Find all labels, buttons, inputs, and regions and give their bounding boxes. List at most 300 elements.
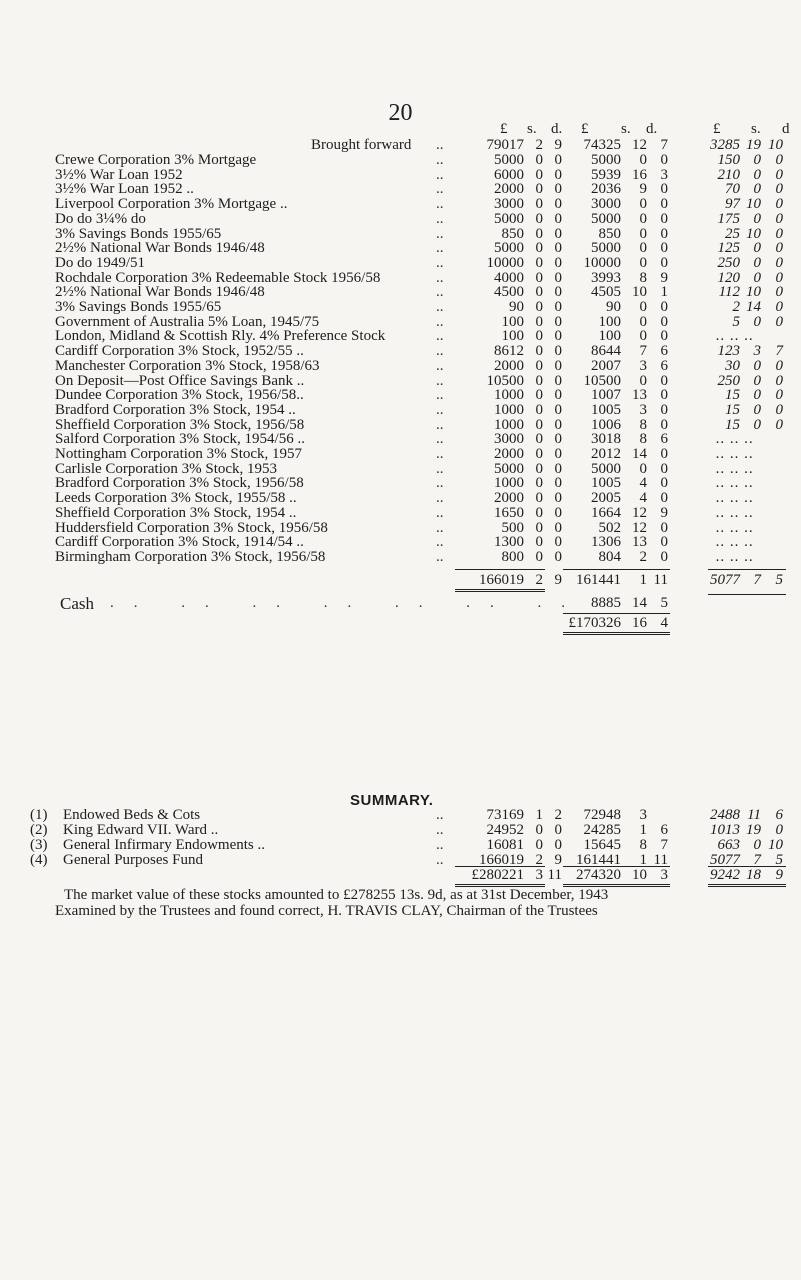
- value-pence: 0: [660, 519, 668, 536]
- cost-pence: 0: [554, 225, 562, 242]
- summary-row: (4) General Purposes Fund .. 166019 2 9 161441 1 11 5077 7 5: [30, 852, 783, 868]
- value-shillings: 10: [632, 284, 647, 301]
- value-pounds: 74325: [583, 137, 621, 153]
- security-name: On Deposit—Post Office Savings Bank ..: [55, 372, 305, 389]
- cash-shillings: 14: [632, 595, 647, 611]
- value-pounds: 5000: [591, 152, 621, 168]
- security-name: Bradford Corporation 3% Stock, 1954 ..: [55, 401, 296, 418]
- grand-total-pounds: £170326: [568, 615, 621, 631]
- cost-pence: 0: [554, 152, 562, 168]
- pence-header-1: d.: [551, 121, 563, 137]
- cost-pence: 0: [554, 328, 562, 345]
- total-value-shillings: 1: [639, 572, 647, 588]
- summary-total-income-pence: 9: [775, 867, 783, 883]
- income-pence: 0: [775, 225, 783, 242]
- value-shillings: 8: [639, 269, 647, 286]
- cost-pounds: 1000: [494, 401, 524, 418]
- pounds-header-2: £: [581, 121, 589, 137]
- cost-pence: 0: [554, 196, 562, 213]
- income-pence: 0: [775, 401, 783, 418]
- security-name: Bradford Corporation 3% Stock, 1956/58: [55, 475, 304, 492]
- income-shillings: 10: [746, 225, 761, 242]
- value-shillings: 0: [639, 328, 647, 345]
- value-pence: 0: [660, 254, 668, 271]
- cost-shillings: 0: [535, 152, 543, 168]
- pence-header-3: d: [782, 121, 790, 137]
- examined-note: Examined by the Trustees and found correct, H. TRAVIS CLAY, Chairman of the Trustees: [55, 903, 598, 919]
- no-income-dots: .. .. ..: [716, 504, 754, 521]
- income-pounds: 250: [717, 254, 740, 271]
- value-pounds: 90: [606, 299, 621, 315]
- income-shillings: 11: [747, 807, 761, 823]
- income-shillings: 0: [753, 240, 761, 257]
- income-shillings: 0: [753, 313, 761, 330]
- income-shillings: 14: [746, 299, 761, 315]
- income-pence: 0: [775, 416, 783, 433]
- income-pounds: 175: [717, 210, 740, 227]
- value-pounds: 1006: [591, 416, 621, 433]
- summary-title: SUMMARY.: [350, 792, 434, 809]
- income-pounds: 70: [725, 181, 740, 198]
- table-row: Do do 1949/51 .. 10000 0 0 10000 0 0 250 0 0: [55, 254, 783, 271]
- income-pounds: 150: [717, 152, 740, 168]
- no-income-dots: .. .. ..: [716, 431, 754, 448]
- value-shillings: 1: [639, 822, 647, 838]
- income-pounds: 120: [717, 269, 740, 286]
- value-shillings: 16: [632, 166, 647, 183]
- security-name: 3½% War Loan 1952 ..: [55, 181, 194, 198]
- security-name: Sheffield Corporation 3% Stock, 1956/58: [55, 416, 305, 433]
- cost-shillings: 0: [535, 431, 543, 448]
- security-name: Cardiff Corporation 3% Stock, 1914/54 ..: [55, 534, 304, 551]
- summary-fund-name: Endowed Beds & Cots: [63, 807, 201, 823]
- security-name: Birmingham Corporation 3% Stock, 1956/58: [55, 548, 326, 565]
- cost-shillings: 0: [535, 446, 543, 462]
- brought-forward-label: Brought forward: [311, 137, 412, 153]
- value-shillings: 0: [639, 196, 647, 213]
- cost-shillings: 0: [535, 416, 543, 433]
- value-pounds: 72948: [583, 807, 621, 823]
- security-name: Dundee Corporation 3% Stock, 1956/58..: [55, 387, 304, 404]
- value-pounds: 1664: [591, 504, 621, 521]
- cost-pence: 0: [554, 166, 562, 183]
- income-pounds: 210: [717, 166, 740, 183]
- value-shillings: 4: [639, 490, 647, 507]
- value-shillings: 0: [639, 240, 647, 257]
- summary-total-cost-pounds: £280221: [471, 867, 524, 883]
- security-name: 3% Savings Bonds 1955/65: [55, 299, 222, 315]
- income-pence: 5: [775, 852, 783, 868]
- total-income-pence: 5: [775, 572, 783, 588]
- cost-pounds: 100: [501, 328, 524, 345]
- cost-pounds: 8612: [494, 343, 524, 360]
- value-pounds: 1306: [591, 534, 621, 551]
- cost-shillings: 0: [535, 822, 543, 838]
- cost-pence: 9: [554, 137, 562, 153]
- value-shillings: 8: [639, 837, 647, 853]
- income-pence: 10: [768, 137, 783, 153]
- cost-pounds: 2000: [494, 357, 524, 374]
- value-pounds: 2036: [591, 181, 621, 198]
- no-income-dots: .. .. ..: [716, 490, 754, 507]
- cost-pounds: 73169: [486, 807, 524, 823]
- security-name: 2½% National War Bonds 1946/48: [55, 240, 265, 257]
- table-row: Leeds Corporation 3% Stock, 1955/58 .. .. 2000 0 0 2005 4 0 .. .. ..: [55, 490, 754, 507]
- page-number: 20: [388, 100, 413, 126]
- cost-pence: 0: [554, 401, 562, 418]
- security-name: Do do 1949/51: [55, 254, 145, 271]
- income-shillings: 0: [753, 166, 761, 183]
- value-pounds: 3018: [591, 431, 621, 448]
- value-shillings: 8: [639, 416, 647, 433]
- cost-pence: 0: [554, 460, 562, 477]
- income-shillings: 0: [753, 401, 761, 418]
- value-pounds: 5000: [591, 210, 621, 227]
- value-pounds: 8644: [591, 343, 621, 360]
- cost-pounds: 1000: [494, 475, 524, 492]
- value-shillings: 0: [639, 152, 647, 168]
- brought-forward-row: Brought forward .. 79017 2 9 74325 12 7 3285 19 10: [311, 137, 783, 153]
- total-cost-pence: 9: [554, 572, 562, 588]
- value-shillings: 0: [639, 225, 647, 242]
- value-pounds: 100: [598, 313, 621, 330]
- cost-pounds: 1000: [494, 387, 524, 404]
- security-name: Government of Australia 5% Loan, 1945/75: [55, 313, 320, 330]
- cost-shillings: 2: [535, 852, 543, 868]
- value-pence: 9: [660, 504, 668, 521]
- income-pounds: 3285: [710, 137, 740, 153]
- cost-pence: 0: [554, 269, 562, 286]
- value-pence: 0: [660, 299, 668, 315]
- no-income-dots: .. .. ..: [716, 446, 754, 462]
- table-row: 2½% National War Bonds 1946/48 .. 5000 0 0 5000 0 0 125 0 0: [55, 240, 783, 257]
- cost-shillings: 1: [535, 807, 543, 823]
- value-shillings: 0: [639, 313, 647, 330]
- summary-total-value-pence: 3: [660, 867, 668, 883]
- cost-shillings: 0: [535, 401, 543, 418]
- income-pence: 10: [768, 837, 783, 853]
- income-shillings: 10: [746, 284, 761, 301]
- summary-total-row: [0, 868, 801, 883]
- cash-label: Cash: [60, 594, 94, 613]
- cost-pence: 0: [554, 299, 562, 315]
- table-row: Salford Corporation 3% Stock, 1954/56 .. .. 3000 0 0 3018 8 6 .. .. ..: [55, 431, 754, 448]
- value-pounds: 1007: [591, 387, 621, 404]
- income-pence: 0: [775, 269, 783, 286]
- summary-fund-name: General Infirmary Endowments ..: [63, 837, 266, 853]
- cost-pounds: 2000: [494, 446, 524, 462]
- income-pounds: 15: [725, 416, 740, 433]
- security-name: 2½% National War Bonds 1946/48: [55, 284, 265, 301]
- summary-number: (1): [30, 807, 48, 823]
- value-pence: 9: [660, 269, 668, 286]
- value-pence: 7: [660, 837, 668, 853]
- income-pounds: 125: [717, 240, 740, 257]
- value-pence: 0: [660, 534, 668, 551]
- cost-pounds: 166019: [479, 852, 524, 868]
- value-pounds: 804: [598, 548, 621, 565]
- table-row: Sheffield Corporation 3% Stock, 1954 .. .. 1650 0 0 1664 12 9 .. .. ..: [55, 504, 754, 521]
- value-pence: 0: [660, 475, 668, 492]
- summary-total-income-pounds: 9242: [710, 867, 740, 883]
- cost-shillings: 0: [535, 548, 543, 565]
- value-pounds: 2005: [591, 490, 621, 507]
- value-pounds: 4505: [591, 284, 621, 301]
- value-pounds: 1005: [591, 475, 621, 492]
- value-shillings: 0: [639, 299, 647, 315]
- value-pence: 6: [660, 343, 668, 360]
- value-shillings: 0: [639, 372, 647, 389]
- summary-fund-name: General Purposes Fund: [63, 852, 203, 868]
- income-pence: 0: [775, 357, 783, 374]
- no-income-dots: .. .. ..: [716, 328, 754, 345]
- value-pence: 3: [660, 166, 668, 183]
- summary-total-cost-shillings: 3: [535, 867, 543, 883]
- income-shillings: 3: [753, 343, 761, 360]
- value-shillings: 7: [639, 343, 647, 360]
- value-shillings: 3: [639, 357, 647, 374]
- table-row: On Deposit—Post Office Savings Bank .. .. 10500 0 0 10500 0 0 250 0 0: [55, 372, 783, 389]
- cost-pounds: 800: [501, 548, 524, 565]
- income-pence: 0: [775, 210, 783, 227]
- cost-pounds: 500: [501, 519, 524, 536]
- value-pounds: 3993: [591, 269, 621, 286]
- no-income-dots: .. .. ..: [716, 519, 754, 536]
- income-pence: 0: [775, 181, 783, 198]
- income-pence: 0: [775, 313, 783, 330]
- value-shillings: 12: [632, 137, 647, 153]
- value-pence: 0: [660, 416, 668, 433]
- value-pence: 6: [660, 822, 668, 838]
- cost-pounds: 16081: [486, 837, 524, 853]
- value-shillings: 14: [632, 446, 647, 462]
- value-shillings: 2: [639, 548, 647, 565]
- security-name: Manchester Corporation 3% Stock, 1958/63: [55, 357, 320, 374]
- value-shillings: 4: [639, 475, 647, 492]
- security-name: Carlisle Corporation 3% Stock, 1953: [55, 460, 278, 477]
- income-shillings: 10: [746, 196, 761, 213]
- cost-pence: 0: [554, 313, 562, 330]
- security-name: Crewe Corporation 3% Mortgage: [55, 152, 257, 168]
- income-pence: 0: [775, 822, 783, 838]
- cost-shillings: 0: [535, 519, 543, 536]
- value-pounds: 2007: [591, 357, 621, 374]
- income-shillings: 0: [753, 357, 761, 374]
- income-pence: 0: [775, 240, 783, 257]
- cost-pounds: 4500: [494, 284, 524, 301]
- summary-total-value-shillings: 10: [632, 867, 647, 883]
- table-row: Government of Australia 5% Loan, 1945/75 .. 100 0 0 100 0 0 5 0 0: [55, 313, 783, 330]
- value-shillings: 12: [632, 519, 647, 536]
- cost-shillings: 0: [535, 196, 543, 213]
- table-row: Do do 3¼% do .. 5000 0 0 5000 0 0 175 0 0: [55, 210, 783, 227]
- table-row: Bradford Corporation 3% Stock, 1956/58 .. 1000 0 0 1005 4 0 .. .. ..: [55, 475, 754, 492]
- value-pence: 0: [660, 152, 668, 168]
- value-pounds: 10000: [583, 254, 621, 271]
- value-pence: 0: [660, 460, 668, 477]
- cost-pence: 0: [554, 240, 562, 257]
- cost-pence: 9: [554, 852, 562, 868]
- value-pounds: 2012: [591, 446, 621, 462]
- security-name: 3½% War Loan 1952: [55, 166, 183, 183]
- security-name: Rochdale Corporation 3% Redeemable Stock 1956/58: [55, 269, 381, 286]
- cost-shillings: 0: [535, 343, 543, 360]
- cost-shillings: 0: [535, 240, 543, 257]
- cost-pence: 0: [554, 431, 562, 448]
- cost-pence: 0: [554, 475, 562, 492]
- security-name: Nottingham Corporation 3% Stock, 1957: [55, 446, 303, 462]
- value-pence: 1: [660, 284, 668, 301]
- value-shillings: 0: [639, 254, 647, 271]
- income-pence: 0: [775, 254, 783, 271]
- cost-shillings: 0: [535, 284, 543, 301]
- value-shillings: 13: [632, 534, 647, 551]
- table-row: Manchester Corporation 3% Stock, 1958/63 .. 2000 0 0 2007 3 6 30 0 0: [55, 357, 783, 374]
- grand-total-row: [0, 616, 801, 631]
- value-pence: 0: [660, 225, 668, 242]
- income-pence: 0: [775, 387, 783, 404]
- income-pounds: 250: [717, 372, 740, 389]
- table-row: 2½% National War Bonds 1946/48 .. 4500 0 0 4505 10 1 112 10 0: [55, 284, 783, 301]
- income-shillings: 0: [753, 181, 761, 198]
- cost-pounds: 3000: [494, 431, 524, 448]
- income-shillings: 19: [746, 137, 761, 153]
- table-row: 3% Savings Bonds 1955/65 .. 90 0 0 90 0 0 2 14 0: [55, 299, 783, 315]
- income-pounds: 15: [725, 401, 740, 418]
- cost-shillings: 0: [535, 210, 543, 227]
- income-shillings: 0: [753, 387, 761, 404]
- summary-row: (3) General Infirmary Endowments .. .. 16081 0 0 15645 8 7 663 0 10: [30, 837, 783, 853]
- income-pounds: 123: [717, 343, 740, 360]
- table-row: Huddersfield Corporation 3% Stock, 1956/58 .. 500 0 0 502 12 0 .. .. ..: [55, 519, 754, 536]
- cost-shillings: 0: [535, 357, 543, 374]
- cost-pence: 0: [554, 822, 562, 838]
- value-pounds: 15645: [583, 837, 621, 853]
- cost-pounds: 4000: [494, 269, 524, 286]
- value-pence: 0: [660, 328, 668, 345]
- cost-shillings: 0: [535, 254, 543, 271]
- value-pounds: 24285: [583, 822, 621, 838]
- income-pence: 0: [775, 166, 783, 183]
- cost-pounds: 1650: [494, 504, 524, 521]
- value-pounds: 10500: [583, 372, 621, 389]
- value-pence: 11: [653, 852, 668, 868]
- cost-shillings: 0: [535, 372, 543, 389]
- summary-number: (4): [30, 852, 48, 868]
- total-value-pounds: 161441: [576, 572, 621, 588]
- cost-shillings: 0: [535, 299, 543, 315]
- value-shillings: 0: [639, 460, 647, 477]
- cost-pounds: 10500: [486, 372, 524, 389]
- cost-pence: 0: [554, 284, 562, 301]
- value-pence: 6: [660, 431, 668, 448]
- cost-pounds: 10000: [486, 254, 524, 271]
- grand-total-pence: 4: [660, 615, 668, 631]
- income-pence: 0: [775, 299, 783, 315]
- table-row: Crewe Corporation 3% Mortgage .. 5000 0 0 5000 0 0 150 0 0: [55, 152, 783, 168]
- cost-shillings: 0: [535, 837, 543, 853]
- cost-shillings: 0: [535, 181, 543, 198]
- no-income-dots: .. .. ..: [716, 460, 754, 477]
- table-row: Rochdale Corporation 3% Redeemable Stock 1956/58 .. 4000 0 0 3993 8 9 120 0 0: [55, 269, 783, 286]
- cost-pence: 0: [554, 416, 562, 433]
- income-pounds: 1013: [710, 822, 740, 838]
- value-pence: 7: [660, 137, 668, 153]
- summary-total-cost-pence: 11: [547, 867, 562, 883]
- cost-pence: 0: [554, 446, 562, 462]
- cost-pounds: 100: [501, 313, 524, 330]
- cost-pence: 2: [554, 807, 562, 823]
- table-row: 3½% War Loan 1952 .. .. 2000 0 0 2036 9 0 70 0 0: [55, 181, 783, 198]
- no-income-dots: .. .. ..: [716, 548, 754, 565]
- summary-row: (2) King Edward VII. Ward .. .. 24952 0 0 24285 1 6 1013 19 0: [30, 822, 783, 838]
- cost-pence: 0: [554, 343, 562, 360]
- value-pounds: 850: [598, 225, 621, 242]
- value-pounds: 5939: [591, 166, 621, 183]
- cost-pounds: 5000: [494, 460, 524, 477]
- market-value-note: The market value of these stocks amounted to £278255 13s. 9d, as at 31st December, 1943: [64, 887, 609, 903]
- income-shillings: 0: [753, 372, 761, 389]
- table-row: Cardiff Corporation 3% Stock, 1952/55 .. .. 8612 0 0 8644 7 6 123 3 7: [55, 343, 783, 360]
- cash-pounds: 8885: [591, 595, 621, 611]
- income-shillings: 0: [753, 210, 761, 227]
- summary-number: (3): [30, 837, 48, 853]
- security-name: Cardiff Corporation 3% Stock, 1952/55 ..: [55, 343, 304, 360]
- income-pounds: 15: [725, 387, 740, 404]
- security-name: Liverpool Corporation 3% Mortgage ..: [55, 196, 288, 213]
- cost-shillings: 0: [535, 328, 543, 345]
- income-pence: 6: [775, 807, 783, 823]
- grand-total-shillings: 16: [632, 615, 647, 631]
- value-shillings: 3: [639, 401, 647, 418]
- cost-pounds: 5000: [494, 152, 524, 168]
- shillings-header-3: s.: [751, 121, 761, 137]
- cost-pounds: 2000: [494, 490, 524, 507]
- pounds-header-1: £: [500, 121, 508, 137]
- value-pence: 0: [660, 387, 668, 404]
- cost-pence: 0: [554, 181, 562, 198]
- summary-number: (2): [30, 822, 48, 838]
- cost-shillings: 2: [535, 137, 543, 153]
- income-pounds: 5: [732, 313, 740, 330]
- cost-pence: 0: [554, 837, 562, 853]
- cost-pence: 0: [554, 519, 562, 536]
- cost-pounds: 2000: [494, 181, 524, 198]
- cost-pounds: 24952: [486, 822, 524, 838]
- cost-shillings: 0: [535, 534, 543, 551]
- cost-shillings: 0: [535, 460, 543, 477]
- value-pounds: 502: [598, 519, 621, 536]
- cash-row: Cash .. .. .. .. .. .. .. 8885 14 5: [60, 594, 668, 613]
- value-pence: 0: [660, 313, 668, 330]
- cost-shillings: 0: [535, 490, 543, 507]
- cost-pounds: 90: [509, 299, 524, 315]
- value-shillings: 0: [639, 210, 647, 227]
- value-pence: 6: [660, 357, 668, 374]
- value-pounds: 5000: [591, 460, 621, 477]
- cost-pounds: 5000: [494, 210, 524, 227]
- cost-pounds: 3000: [494, 196, 524, 213]
- summary-total-value-pounds: 274320: [576, 867, 621, 883]
- value-pence: 0: [660, 372, 668, 389]
- security-name: Sheffield Corporation 3% Stock, 1954 ..: [55, 504, 297, 521]
- income-pence: 0: [775, 284, 783, 301]
- value-pence: 0: [660, 196, 668, 213]
- cost-pence: 0: [554, 504, 562, 521]
- value-pounds: 100: [598, 328, 621, 345]
- value-pence: 0: [660, 210, 668, 227]
- income-pence: 0: [775, 152, 783, 168]
